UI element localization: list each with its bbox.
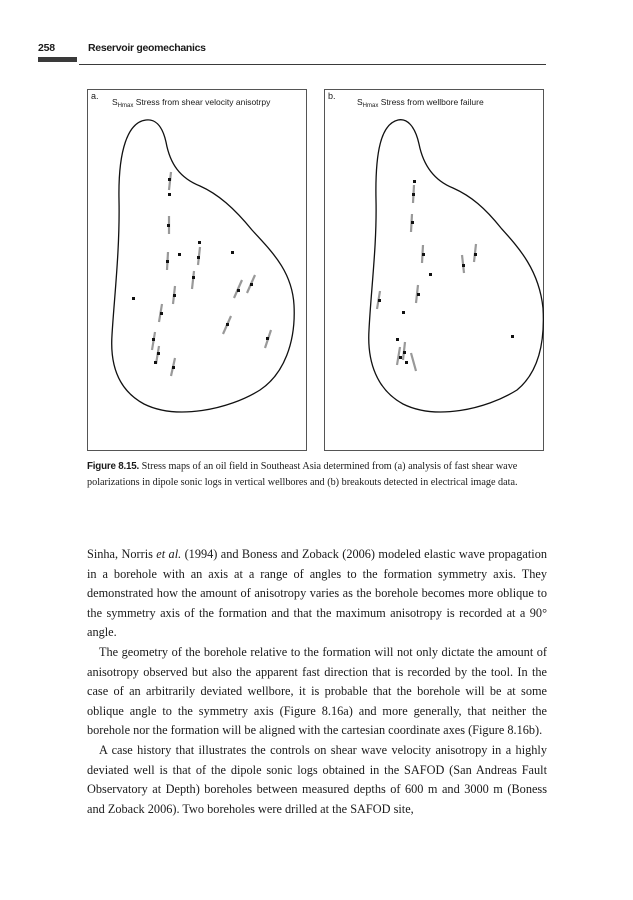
stress-map-b [325, 90, 545, 452]
figure-panel-a [87, 89, 307, 451]
figure-panel-b [324, 89, 544, 451]
header-bar [38, 57, 77, 62]
figure-caption-text: Stress maps of an oil field in Southeast Asia determined from (a) analysis of fast shear wave polarizations in dipole sonic logs in vertical wellbores and (b) breakouts detected in electrical image data. [87, 461, 518, 488]
body-text [87, 545, 547, 819]
paragraph-3: A case history that illustrates the controls on shear wave velocity anisotropy in a highly deviated well is that of the dipole sonic logs obtained in the SAFOD (San Andreas Fault Observatory at Depth) boreholes between measured depths of 600 m and 3000 m (Boness and Zoback 2006). Two boreholes were drilled at the SAFOD site, [87, 742, 547, 816]
running-header [38, 42, 546, 66]
panel-a-letter: a. [91, 91, 99, 101]
paragraph-1: Sinha, Norris et al. (1994) and Boness and Zoback (2006) modeled elastic wave propagation in a borehole with an axis at a range of angles to the formation symmetry axis. They demonstrated how the amount of anisotropy varies as the borehole becomes more oblique to the symmetry axis of the formation and that the maximum anisotropy is recorded at a 90° angle. [87, 547, 548, 640]
header-rule [79, 64, 546, 65]
panel-b-letter: b. [328, 91, 336, 101]
paragraph-2: The geometry of the borehole relative to the formation will not only dictate the amount of anisotropy observed but also the apparent fast direction that is recorded by the tool. In the case of an arbitrarily deviated wellbore, it is probable that the borehole will be at some oblique angle to the symmetry axis (Figure 8.16a) and more generally, that neither the borehole nor the formation will be aligned with the cartesian coordinate axes (Figure 8.16b). [87, 644, 547, 738]
stress-map-a [88, 90, 308, 452]
field-outline [369, 120, 544, 412]
figure-label: Figure 8.15. [87, 461, 140, 472]
running-title: Reservoir geomechanics [88, 42, 206, 54]
page-number: 258 [38, 42, 55, 54]
figure-caption [87, 459, 547, 491]
panel-b-title: $S_{Hmax}$ Stress from wellbore failure [357, 97, 484, 109]
field-outline [112, 120, 295, 412]
panel-a-title: $S_{Hmax}$ Stress from shear velocity anisotrpy [112, 97, 271, 109]
